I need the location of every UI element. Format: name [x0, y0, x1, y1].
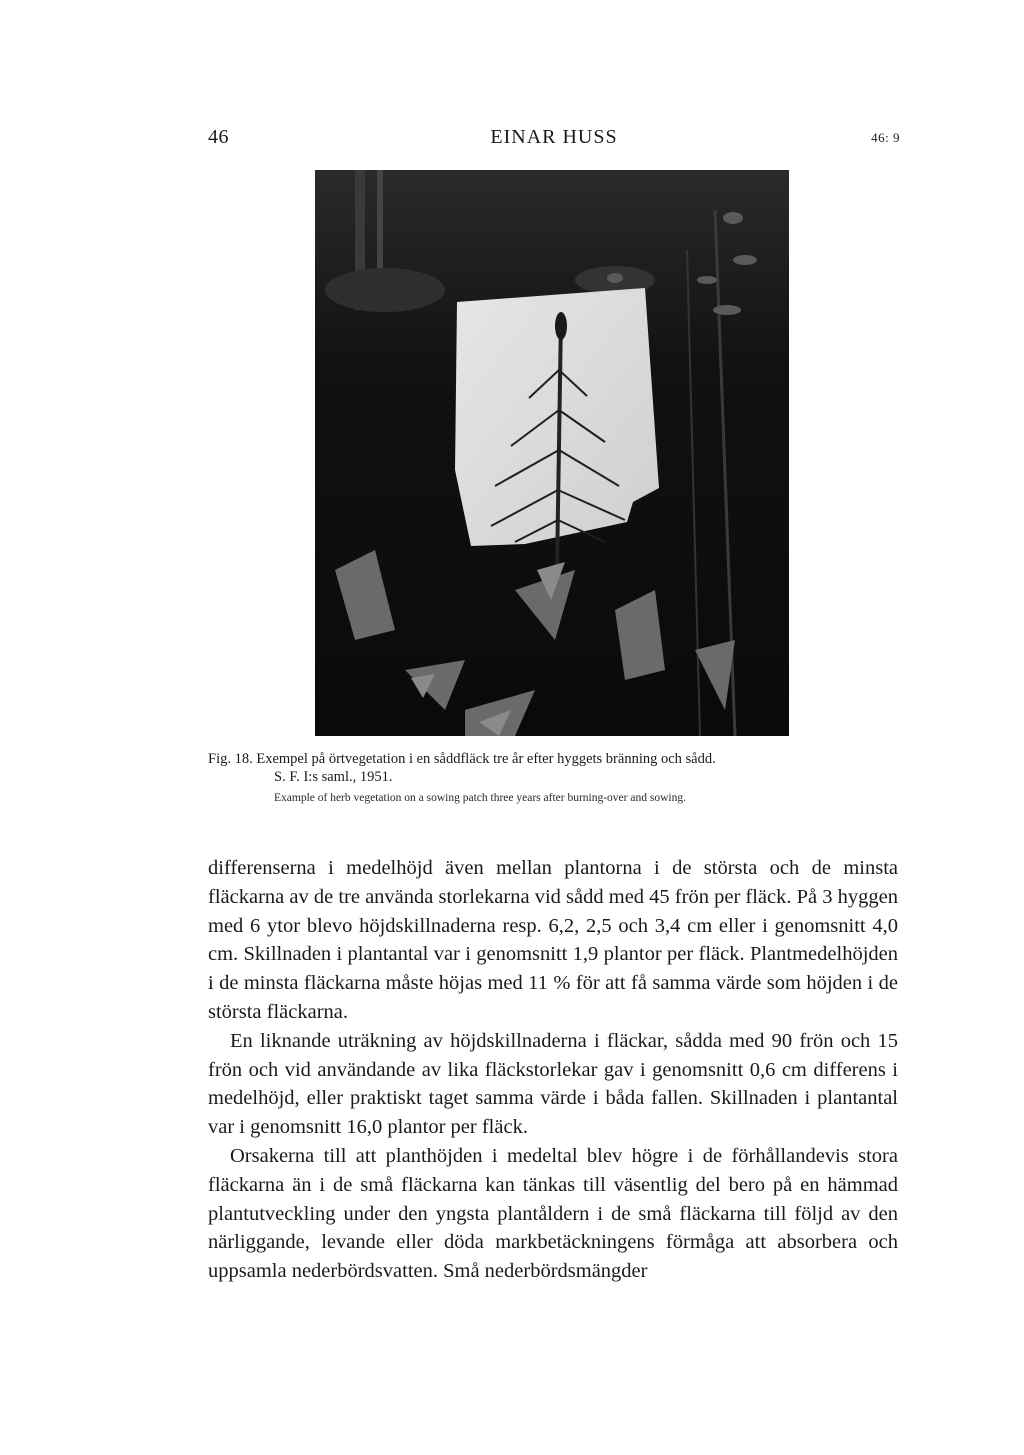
paragraph-1: differenserna i medelhöjd även mellan plantorna i de största och de minsta fläckarna av de tre använda storlekarna vid sådd med 45 frön per fläck. På 3 hyggen med 6 ytor blevo höjdskillnaderna resp. 6,2, 2,5 och 3,4 cm eller i genomsnitt 4,0 cm. Skillnaden i plantantal var i genomsnitt 1,9 plantor per fläck. Plantmedelhöjden i de minsta fläckarna måste höjas med 11 % för att få samma värde som höjden i de största fläckarna.: [208, 857, 898, 1023]
caption-english: Example of herb vegetation on a sowing patch three years after burning-over and sowing.: [274, 792, 686, 804]
caption-line-1: Fig. 18. Exempel på örtvegetation i en såddfläck tre år efter hyggets bränning och sådd.: [208, 751, 716, 767]
running-head: [208, 126, 900, 156]
page-number: 46: [208, 126, 229, 148]
paragraph-2: En liknande uträkning av höjdskillnaderna i fläckar, sådda med 90 frön och 15 frön och vid användande av lika fläckstorlekar gav i genomsnitt 0,6 cm differens i medelhöjd, eller praktiskt taget samma värde i båda fallen. Skillnaden i plantantal var i genomsnitt 16,0 plantor per fläck.: [208, 1029, 898, 1139]
figure-photo: [315, 170, 789, 736]
running-title: EINAR HUSS: [490, 126, 618, 148]
paragraph-3: Orsakerna till att planthöjden i medeltal blev högre i de förhållandevis stora fläckarna än i de små fläckarna kan tänkas till väsentlig del bero på en hämmad plantutveckling under den yngsta plantåldern i de små fläckarna till följd av den närliggande, levande eller döda markbetäckningens förmåga att absorbera och uppsamla nederbördsvatten. Små nederbördsmängder: [208, 1144, 898, 1283]
body-text: [208, 854, 898, 1286]
issue-number: 46: 9: [871, 130, 900, 145]
figure-caption: [208, 750, 908, 807]
caption-line-2: S. F. I:s saml., 1951.: [274, 769, 393, 785]
photo-seedling-in-sowing-patch-icon: [315, 170, 789, 736]
